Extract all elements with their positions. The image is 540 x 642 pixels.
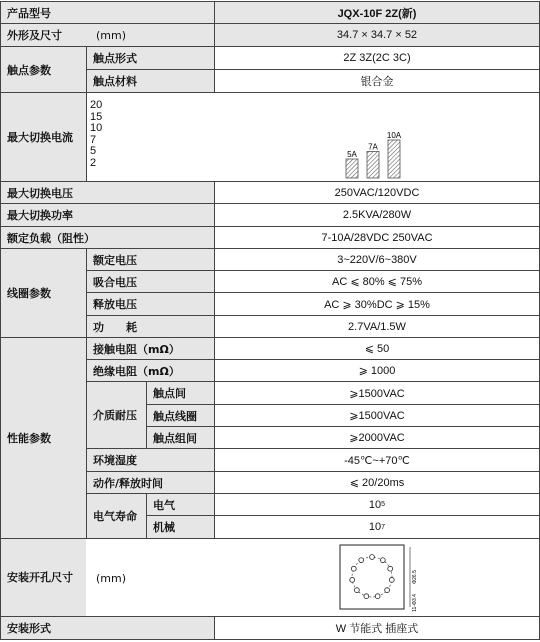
coil-power-label: 功 耗 bbox=[93, 320, 137, 334]
pin-hole bbox=[350, 577, 355, 582]
scale-tick: 7 bbox=[90, 133, 97, 146]
cutout-drawing bbox=[336, 541, 422, 613]
contact-resistance-value: ⩽ 50 bbox=[364, 343, 390, 355]
max-voltage-label: 最大切换电压 bbox=[7, 186, 73, 200]
cutout-unit: (mm) bbox=[96, 571, 127, 585]
humidity-value: -45℃~+70℃ bbox=[344, 454, 410, 467]
mounting-value: W 节能式 插座式 bbox=[335, 623, 419, 635]
max-power-label: 最大切换功率 bbox=[7, 209, 73, 222]
humidity-label: 环境湿度 bbox=[93, 454, 137, 467]
dielectric-contact-groups-value: ⩾2000VAC bbox=[349, 432, 405, 444]
performance-group-label: 性能参数 bbox=[7, 432, 51, 445]
current-bar bbox=[367, 151, 379, 178]
contacts-group-label: 触点参数 bbox=[7, 63, 51, 77]
rated-load-label: 额定负载（阻性） bbox=[7, 231, 95, 245]
scale-tick: 2 bbox=[90, 156, 97, 169]
mechanical-life-base: 10 bbox=[368, 521, 382, 533]
electrical-life-label: 电气 bbox=[153, 498, 175, 512]
dielectric-contact-groups-label: 触点组间 bbox=[153, 431, 197, 445]
electrical-life-exp: 5 bbox=[381, 501, 386, 508]
scale-tick: 5 bbox=[90, 145, 97, 157]
timing-value: ⩽ 20/20ms bbox=[349, 477, 405, 489]
pin-hole bbox=[351, 566, 356, 571]
pin-hole bbox=[375, 594, 380, 599]
cutout-label: 安装开孔尺寸 bbox=[7, 571, 73, 584]
header-model-label: 产品型号 bbox=[7, 6, 51, 20]
cutout-dim-holes: 11-Φ3.4 bbox=[412, 594, 418, 612]
contact-form-label: 触点形式 bbox=[93, 52, 137, 65]
dimensions-label: 外形及尺寸 bbox=[7, 29, 62, 42]
dielectric-label: 介质耐压 bbox=[93, 409, 137, 422]
coil-release-voltage-value: AC ⩾ 30%DC ⩾ 15% bbox=[324, 298, 430, 311]
mechanical-life-label: 机械 bbox=[153, 521, 175, 534]
current-bar bbox=[346, 159, 358, 178]
electrical-life-value bbox=[215, 494, 539, 515]
max-voltage-value: 250VAC/120VDC bbox=[334, 186, 420, 199]
mounting-label: 安装形式 bbox=[7, 622, 51, 635]
coil-pickup-voltage-value: AC ⩽ 80% ⩽ 75% bbox=[332, 276, 422, 288]
contact-material-label: 触点材料 bbox=[93, 75, 137, 88]
scale-tick: 15 bbox=[90, 110, 103, 123]
coil-pickup-voltage-label: 吸合电压 bbox=[93, 275, 137, 289]
pin-hole bbox=[389, 577, 394, 582]
dielectric-contact-coil-value: ⩾1500VAC bbox=[349, 410, 405, 422]
life-label: 电气寿命 bbox=[93, 510, 137, 523]
scale-tick: 20 bbox=[90, 99, 103, 111]
dielectric-contacts-label: 触点间 bbox=[153, 387, 186, 400]
insulation-resistance-label: 绝缘电阻（mΩ） bbox=[93, 364, 180, 378]
coil-power-value: 2.7VA/1.5W bbox=[348, 320, 406, 333]
contact-form-value: 2Z 3Z(2C 3C) bbox=[343, 52, 411, 64]
pin-hole bbox=[354, 588, 359, 593]
contact-material-value: 银合金 bbox=[360, 76, 394, 88]
mechanical-life-exp: 7 bbox=[381, 523, 386, 531]
max-current-label: 最大切换电流 bbox=[7, 131, 73, 144]
timing-label: 动作/释放时间 bbox=[93, 476, 164, 490]
coil-release-voltage-label: 释放电压 bbox=[93, 298, 137, 311]
insulation-resistance-value: ⩾ 1000 bbox=[358, 365, 396, 377]
cutout-dim-diameter: Φ26.5 bbox=[412, 570, 418, 584]
pin-hole bbox=[380, 558, 385, 563]
pin-hole bbox=[370, 555, 375, 560]
dimensions-value: 34.7 × 34.7 × 52 bbox=[336, 29, 418, 41]
pin-hole bbox=[385, 588, 390, 593]
pin-hole bbox=[359, 558, 364, 563]
current-bar bbox=[388, 140, 400, 178]
pin-hole bbox=[364, 594, 369, 599]
max-current-scale bbox=[90, 100, 130, 169]
coil-rated-voltage-label: 额定电压 bbox=[93, 253, 137, 267]
rated-load-value: 7-10A/28VDC 250VAC bbox=[321, 231, 433, 244]
dielectric-contacts-value: ⩾1500VAC bbox=[349, 387, 405, 400]
dimensions-unit: (mm) bbox=[96, 28, 127, 42]
pin-hole bbox=[388, 566, 393, 571]
current-bar-label: 7A bbox=[368, 142, 378, 152]
coil-rated-voltage-value: 3~220V/6~380V bbox=[337, 253, 417, 266]
max-current-bars bbox=[330, 118, 420, 180]
scale-tick: 10 bbox=[90, 122, 103, 134]
coil-group-label: 线圈参数 bbox=[7, 287, 51, 300]
header-model-value: JQX-10F 2Z(新) bbox=[337, 7, 417, 20]
max-power-value: 2.5KVA/280W bbox=[342, 209, 412, 221]
current-bar-label: 10A bbox=[386, 131, 402, 140]
electrical-life-base: 10 bbox=[368, 498, 382, 511]
dielectric-contact-coil-label: 触点线圈 bbox=[153, 409, 197, 423]
contact-resistance-label: 接触电阻（mΩ） bbox=[93, 342, 180, 356]
current-bar-label: 5A bbox=[347, 150, 357, 159]
mechanical-life-value bbox=[215, 516, 539, 538]
